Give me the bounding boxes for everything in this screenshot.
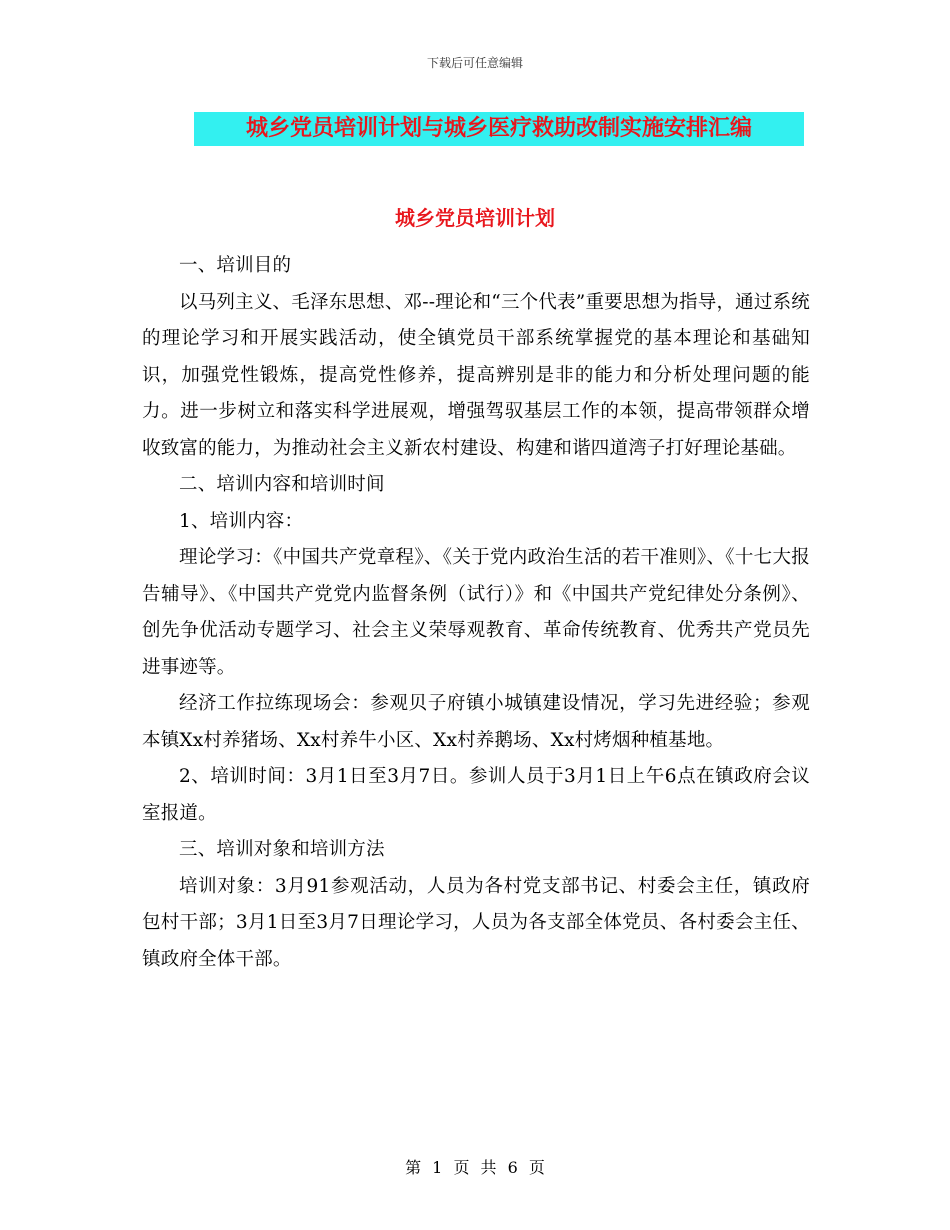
main-title: 城乡党员培训计划与城乡医疗救助改制实施安排汇编: [245, 116, 752, 141]
heading-content-time: 二、培训内容和培训时间: [179, 474, 385, 495]
paragraph-training-time: 2、培训时间：3月1日至3月7日。参训人员于3月1日上午6点在镇政府会议室报道。: [142, 766, 810, 824]
document-body: [142, 248, 810, 978]
section-title: 城乡党员培训计划: [395, 206, 555, 230]
page-footer: 第 1 页 共 6 页: [405, 1158, 545, 1177]
paragraph-training-target: 培训对象：3月91参观活动，人员为各村党支部书记、村委会主任，镇政府包村干部；3月1日至3月7日理论学习，人员为各支部全体党员、各村委会主任、镇政府全体干部。: [142, 875, 810, 970]
paragraph-field-meeting: 经济工作拉练现场会：参观贝子府镇小城镇建设情况，学习先进经验；参观本镇Xx村养猪场、Xx村养牛小区、Xx村养鹅场、Xx村烤烟种植基地。: [142, 693, 810, 751]
paragraph-theory-study: 理论学习：《中国共产党章程》、《关于党内政治生活的若干准则》、《十七大报告辅导》、《中国共产党党内监督条例（试行）》和《中国共产党纪律处分条例》、创先争优活动专题学习、社会主义荣辱观教育、革命传统教育、优秀共产党员先进事迹等。: [142, 547, 810, 678]
heading-purpose: 一、培训目的: [179, 255, 292, 276]
paragraph-purpose: 以马列主义、毛泽东思想、邓--理论和“三个代表”重要思想为指导，通过系统的理论学习和开展实践活动，使全镇党员干部系统掌握党的基本理论和基础知识，加强党性锻炼，提高党性修养，提高辨别是非的能力和分析处理问题的能力。进一步树立和落实科学进展观，增强驾驭基层工作的本领，提高带领群众增收致富的能力，为推动社会主义新农村建设、构建和谐四道湾子打好理论基础。: [142, 291, 810, 459]
heading-target-method: 三、培训对象和培训方法: [179, 839, 385, 860]
header-note: 下载后可任意编辑: [426, 56, 523, 70]
main-title-highlight: [194, 112, 804, 146]
subheading-content: 1、培训内容：: [179, 510, 304, 532]
